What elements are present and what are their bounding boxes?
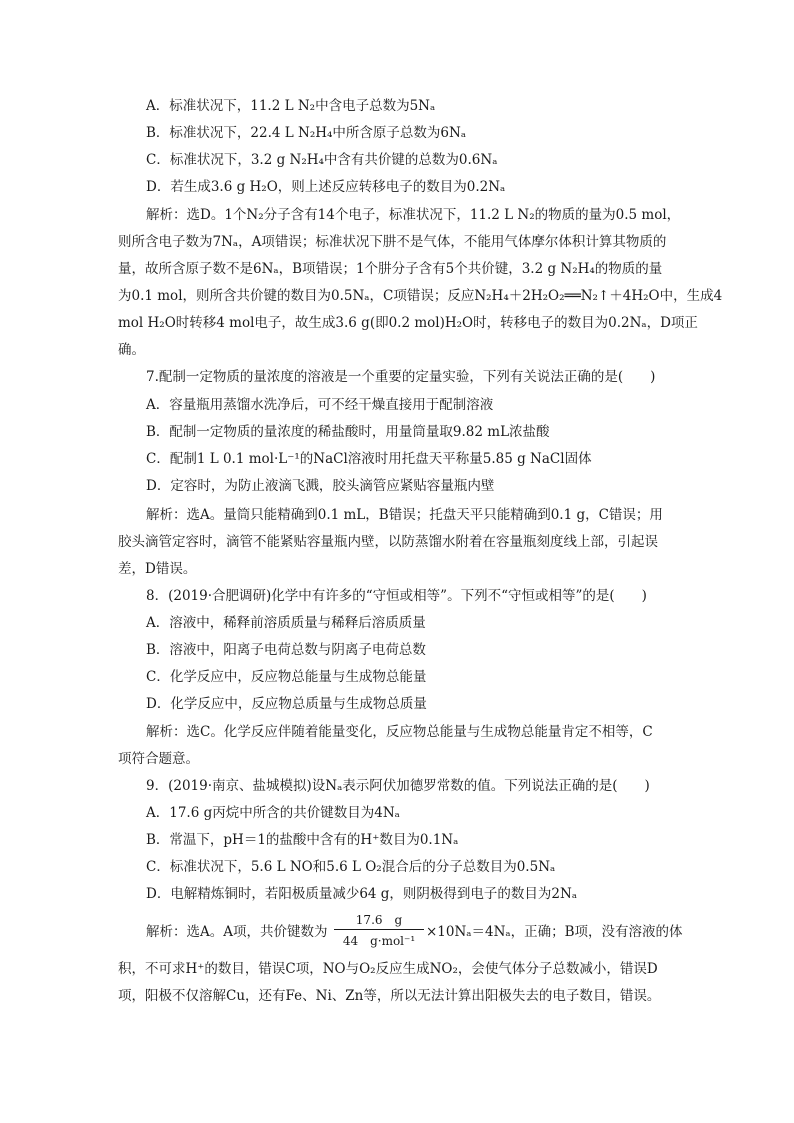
q6-option-b: B．标准状况下，22.4 L N₂H₄中所含原子总数为6Nₐ (146, 125, 467, 141)
q7-analysis-line: 胶头滴管定容时，滴管不能紧贴容量瓶内壁，以防蒸馏水附着在容量瓶刻度线上部，引起误 (118, 534, 658, 550)
q8-analysis-line: 项符合题意。 (118, 751, 199, 767)
q7-analysis-line: 差，D错误。 (118, 561, 197, 577)
q6-analysis-line: 为0.1 mol，则所含共价键的数目为0.5Nₐ，C项错误；反应N₂H₄＋2H₂O₂══N₂↑＋4H₂O中，生成4 (118, 288, 723, 304)
q7-option-c: C．配制1 L 0.1 mol·L⁻¹的NaCl溶液时用托盘天平称量5.85 g NaCl固体 (146, 451, 592, 467)
q8-option-d: D．化学反应中，反应物总质量与生成物总质量 (146, 696, 427, 712)
q9-option-a: A．17.6 g丙烷中所含的共价键数目为4Nₐ (146, 805, 400, 821)
q9-option-d: D．电解精炼铜时，若阳极质量减少64 g，则阴极得到电子的数目为2Nₐ (146, 886, 578, 902)
q7-stem: 7.配制一定物质的量浓度的溶液是一个重要的定量实验，下列有关说法正确的是( ) (146, 369, 656, 385)
q7-option-b: B．配制一定物质的量浓度的稀盐酸时，用量筒量取9.82 mL浓盐酸 (146, 424, 550, 440)
q9-stem: 9．(2019·南京、盐城模拟)设Nₐ表示阿伏加德罗常数的值。下列说法正确的是( ) (146, 778, 650, 794)
q9-analysis-line: 项，阳极不仅溶解Cu，还有Fe、Ni、Zn等，所以无法计算出阳极失去的电子数目，错误。 (118, 988, 661, 1004)
q9-analysis-prefix: 解析：选A。A项，共价键数为 (146, 924, 328, 940)
q9-analysis-line: 积，不可求H⁺的数目，错误C项，NO与O₂反应生成NO₂，会使气体分子总数减小，错误D (118, 961, 658, 977)
q6-option-d: D．若生成3.6 g H₂O，则上述反应转移电子的数目为0.2Nₐ (146, 179, 506, 195)
q8-option-b: B．溶液中，阳离子电荷总数与阴离子电荷总数 (146, 642, 426, 658)
q9-option-c: C．标准状况下，5.6 L NO和5.6 L O₂混合后的分子总数目为0.5Nₐ (146, 859, 556, 875)
q9-option-b: B．常温下，pH＝1的盐酸中含有的H⁺数目为0.1Nₐ (146, 832, 459, 848)
q8-analysis-line: 解析：选C。化学反应伴随着能量变化，反应物总能量与生成物总能量肯定不相等，C (146, 724, 653, 740)
q6-option-a: A．标准状况下，11.2 L N₂中含电子总数为5Nₐ (146, 98, 436, 114)
q6-analysis-line: 则所含电子数为7Nₐ，A项错误；标准状况下肼不是气体，不能用气体摩尔体积计算其物质的 (118, 234, 667, 250)
q7-analysis-line: 解析：选A。量筒只能精确到0.1 mL，B错误；托盘天平只能精确到0.1 g，C错误；用 (146, 507, 663, 523)
q9-analysis-suffix: ×10Nₐ＝4Nₐ，正确；B项，没有溶液的体 (426, 924, 683, 940)
q7-option-a: A．容量瓶用蒸馏水洗净后，可不经干燥直接用于配制溶液 (146, 397, 494, 413)
q8-stem: 8．(2019·合肥调研)化学中有许多的“守恒或相等”。下列不“守恒或相等”的是( ) (146, 588, 647, 604)
fraction-numerator: 17.6 g (355, 913, 403, 927)
q8-option-a: A．溶液中，稀释前溶质质量与稀释后溶质质量 (146, 615, 426, 631)
q8-option-c: C．化学反应中，反应物总能量与生成物总能量 (146, 669, 427, 685)
q6-option-c: C．标准状况下，3.2 g N₂H₄中含有共价键的总数为0.6Nₐ (146, 152, 498, 168)
q7-option-d: D．定容时，为防止液滴飞溅，胶头滴管应紧贴容量瓶内壁 (146, 478, 495, 494)
q6-analysis-line: 量，故所含原子数不是6Nₐ，B项错误；1个肼分子含有5个共价键，3.2 g N₂H₄的物质的量 (118, 261, 663, 277)
q6-analysis-line: 解析：选D。1个N₂分子含有14个电子，标准状况下，11.2 L N₂的物质的量为0.5 mol， (146, 207, 681, 223)
q6-analysis-line: mol H₂O时转移4 mol电子，故生成3.6 g(即0.2 mol)H₂O时，转移电子的数目为0.2Nₐ，D项正 (118, 315, 698, 331)
fraction-bar (334, 929, 424, 930)
fraction-denominator: 44 g·mol⁻¹ (342, 934, 416, 948)
q6-analysis-line: 确。 (118, 342, 145, 358)
